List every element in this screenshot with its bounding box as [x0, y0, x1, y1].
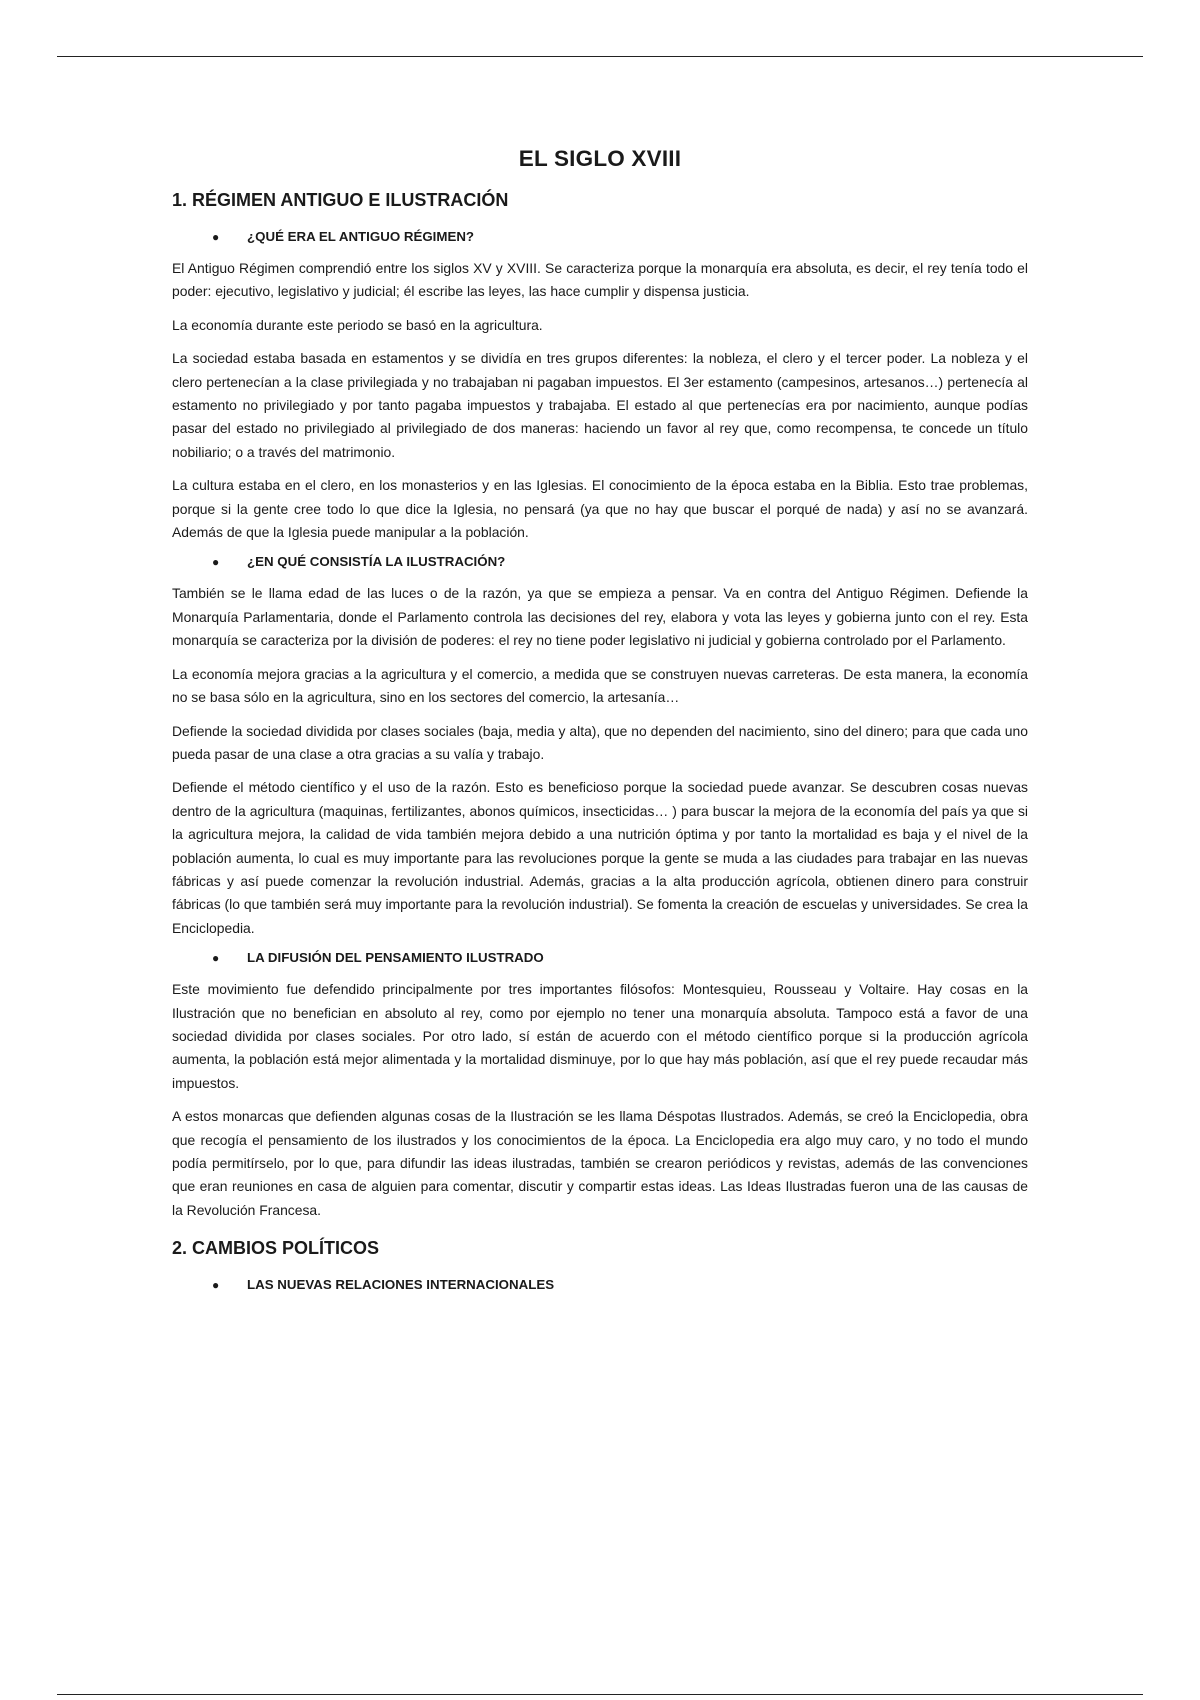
bullet-icon: ●: [212, 1278, 220, 1293]
bullet-heading-text: ¿EN QUÉ CONSISTÍA LA ILUSTRACIÓN?: [247, 554, 506, 570]
bullet-heading: [172, 950, 1028, 965]
paragraph: También se le llama edad de las luces o de la razón, ya que se empieza a pensar. Va en contra del Antiguo Régimen. Defiende la Monarquía Parlamentaria, donde el Parlamento controla las decisiones del rey, elabora y vota las leyes y gobierna junto con el rey. Esta monarquía se caracteriza por la división de poderes: el rey no tiene poder legislativo ni judicial y gobierna controlado por el Parlamento.: [172, 585, 1028, 649]
bullet-heading-text: ¿QUÉ ERA EL ANTIGUO RÉGIMEN?: [247, 229, 475, 244]
paragraph: Defiende el método científico y el uso de la razón. Esto es beneficioso porque la sociedad puede avanzar. Se descubren cosas nuevas dentro de la agricultura (maquinas, fertilizantes, abonos químicos, insecticidas… ) para buscar la mejora de la economía del país ya que si la agricultura mejora, la calidad de vida también mejora debido a una nutrición óptima y por tanto la mortalidad es baja y el nivel de la población aumenta, lo cual es muy importante para las revoluciones porque la gente se muda a las ciudades para trabajar en las nuevas fábricas y así puede comenzar la revolución industrial. Además, gracias a la alta producción agrícola, obtienen dinero para construir fábricas (lo que también será muy importante para la revolución industrial). Se fomenta la creación de escuelas y universidades. Se crea la Enciclopedia.: [172, 779, 1028, 936]
paragraph: Este movimiento fue defendido principalmente por tres importantes filósofos: Montesquieu, Rousseau y Voltaire. Hay cosas en la Ilustración que no benefician en absoluto al rey, como por ejemplo no tener una monarquía absoluta. Tampoco está a favor de una sociedad dividida por clases sociales. Por otro lado, sí están de acuerdo con el método científico porque si la producción agrícola aumenta, la población está mejor alimentada y la mortalidad disminuye, por lo que hay más población, así que el rey puede recaudar más impuestos.: [172, 981, 1028, 1091]
footer-rule: [57, 1694, 1143, 1695]
bullet-icon: ●: [212, 555, 220, 570]
paragraph: La economía mejora gracias a la agricultura y el comercio, a medida que se construyen nuevas carreteras. De esta manera, la economía no se basa sólo en la agricultura, sino en los sectores del comercio, la artesanía…: [172, 665, 1028, 706]
paragraph: La cultura estaba en el clero, en los monasterios y en las Iglesias. El conocimiento de la época estaba en la Biblia. Esto trae problemas, porque si la gente cree todo lo que dice la Iglesia, no pensará (ya que no hay que buscar el porqué de nada) y así no se avanzará. Además de que la Iglesia puede manipular a la población.: [172, 477, 1028, 541]
paragraph: Defiende la sociedad dividida por clases sociales (baja, media y alta), que no dependen del nacimiento, sino del dinero; para que cada uno pueda pasar de una clase a otra gracias a su valía y trabajo.: [172, 722, 1028, 762]
bullet-icon: ●: [212, 230, 220, 244]
paragraph: A estos monarcas que defienden algunas cosas de la Ilustración se les llama Déspotas Ilustrados. Además, se creó la Enciclopedia, obra que recogía el pensamiento de los ilustrados y los conocimientos de la época. La Enciclopedia era algo muy caro, y no todo el mundo podía permitírselo, por lo que, para difundir las ideas ilustradas, también se crearon periódicos y revistas, además de las convenciones que eran reuniones en casa de alguien para comentar, discutir y compartir estas ideas. Las Ideas Ilustradas fueron una de las causas de la Revolución Francesa.: [172, 1108, 1028, 1218]
bullet-heading: [172, 554, 1028, 569]
header-rule: [57, 56, 1143, 57]
section-heading: 1. RÉGIMEN ANTIGUO E ILUSTRACIÓN: [172, 190, 509, 210]
bullet-heading: [172, 229, 1028, 244]
paragraph: El Antiguo Régimen comprendió entre los siglos XV y XVIII. Se caracteriza porque la monarquía era absoluta, es decir, el rey tenía todo el poder: ejecutivo, legislativo y judicial; él escribe las leyes, las hace cumplir y dispensa justicia.: [172, 260, 1028, 300]
bullet-heading: [172, 1277, 1028, 1292]
paragraph: La economía durante este periodo se basó en la agricultura.: [172, 316, 543, 333]
bullet-icon: ●: [212, 951, 220, 966]
bullet-heading-text: LAS NUEVAS RELACIONES INTERNACIONALES: [247, 1277, 555, 1293]
document-title: EL SIGLO XVIII: [518, 146, 682, 171]
document-body: [172, 146, 1028, 1305]
paragraph: La sociedad estaba basada en estamentos y se dividía en tres grupos diferentes: la nobleza, el clero y el tercer poder. La nobleza y el clero pertenecían a la clase privilegiada y no trabajaban ni pagaban impuestos. El 3er estamento (campesinos, artesanos…) pertenecía al estamento no privilegiado y por tanto pagaba impuestos y trabajaba. El estado al que pertenecías era por nacimiento, aunque podías pasar del estado no privilegiado al privilegiado de dos maneras: haciendo un favor al rey que, como recompensa, te concede un título nobiliario; o a través del matrimonio.: [172, 350, 1028, 460]
bullet-heading-text: LA DIFUSIÓN DEL PENSAMIENTO ILUSTRADO: [247, 950, 544, 966]
section-heading: 2. CAMBIOS POLÍTICOS: [172, 1238, 380, 1259]
